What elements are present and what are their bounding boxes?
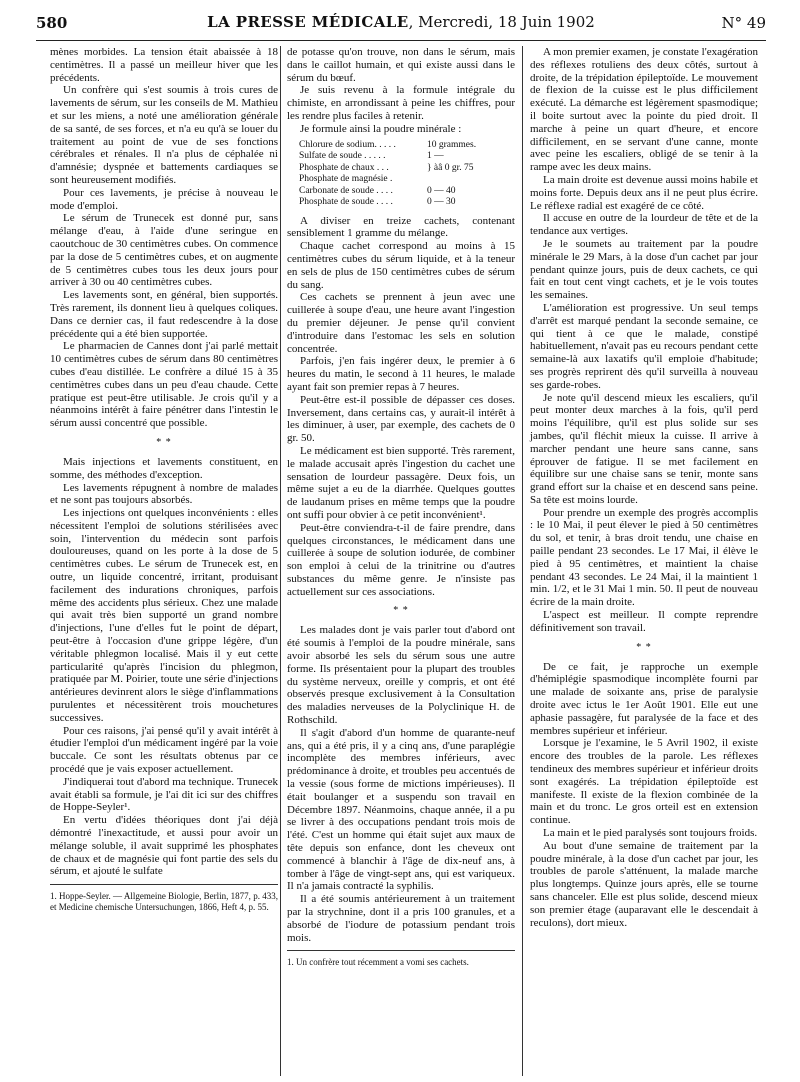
paragraph: Le pharmacien de Cannes dont j'ai parlé mettait 10 centimètres cubes de sérum dans 80 centimètres cubes d'eau distillée. Le confrère a dilué 15 à 35 centimètres cubes dans un peu d'eau chaude. Cette pratique est peut-être utilisable. Je crois qu'il y a néanmoins intérêt à faire pénétrer dans l'intestin le sérum aussi concentré que possible. (50, 340, 278, 430)
text-column-3 (530, 46, 758, 929)
paragraph: Les lavements répugnent à nombre de malades et ne sont pas toujours absorbés. (50, 481, 278, 507)
paragraph: Au bout d'une semaine de traitement par la poudre minérale, à la dose d'un cachet par jour, les troubles de parole s'atténuent, la malade marche plus longtemps. Quinze jours après, elle se tourne sans chanceler. Elle est plus solide, descend mieux son premier étage (auparavant elle le descendait à reculons), dort mieux. (530, 839, 758, 929)
paragraph: Le sérum de Trunecek est donné pur, sans mélange d'eau, à l'aide d'une seringue en caoutchouc de 30 centimètres cubes. On commence par la dose de 5 centimètres cubes, et on augmente de 5 centimètres cubes tous les deux jours pour arriver à 30 ou 40 centimètres cubes. (50, 212, 278, 289)
ingredient-name: Phosphate de magnésie . (299, 174, 393, 185)
paragraph: de potasse qu'on trouve, non dans le sérum, mais dans le caillot humain, et qui existe aussi dans le sérum du bœuf. (287, 46, 515, 84)
footnote-rule (50, 884, 278, 885)
footnote: 1. Un confrère tout récemment a vomi ses cachets. (287, 957, 469, 968)
paragraph: Le médicament est bien supporté. Très rarement, le malade accusait après l'ingestion du cachet une sensation de lourdeur passagère. Deux fois, un même sujet a eu de la diarrhée. Quelques gouttes de laudanum prises en même temps que la poudre ont suffi pour obvier à ce petit inconvénient¹. (287, 444, 515, 521)
paragraph: Un confrère qui s'est soumis à trois cures de lavements de sérum, sur les conseils de M. Mathieu et sur les miens, a noté une amélioration générale de sa santé, de ses forces, et n'a eu qu'à se louer du traitement au point de vue de ses fonctions cérébrales et rénales. Il n'a plus de céphalée ni d'amnésie; dyspnée et battements cardiaques se sont heureusement modifiés. (50, 84, 278, 186)
paragraph: Pour prendre un exemple des progrès accomplis : le 10 Mai, il peut élever le pied à 50 centimètres du sol, et tenir, à bras droit tendu, une chaise en paille pendant 23 secondes. Le 17 Mai, il élève le pied à 95 centimètres, et maintient la chaise pendant 43 secondes. Le 24 Mai, il la maintient 1 min. 1/2, et le 31 Mai 1 min. 50. Il peut de nouveau écrire de la main droite. (530, 506, 758, 609)
footnote-rule (287, 950, 515, 951)
paragraph: Parfois, j'en fais ingérer deux, le premier à 6 heures du matin, le second à 11 heures, le malade ayant fait son premier repas à 7 heures. (287, 355, 515, 393)
issue-number: N° 49 (721, 14, 766, 32)
paragraph: L'amélioration est progressive. Un seul temps d'arrêt est marqué pendant la seconde semaine, ce qui tient à ce que le malade, constipé habituellement, n'avait pas eu recours pendant cette semaine-là aux laxatifs qu'il emploie d'habitude; ses progrès reprirent dès qu'il surveilla à nouveau ses garde-robes. (530, 301, 758, 391)
ingredient-dose: 0 — 30 (427, 197, 456, 208)
paragraph: Chaque cachet correspond au moins à 15 centimètres cubes du sérum liquide, et à la teneur en sels de plus de 150 centimètres cubes de sérum du sang. (287, 240, 515, 291)
formula-row (299, 140, 515, 152)
paragraph: Pour ces raisons, j'ai pensé qu'il y avait intérêt à étudier l'emploi d'un médicament ingéré par la voie buccale. Ce sont les résultats obtenus par ce procédé que je vais exposer actuellement. (50, 724, 278, 776)
ingredient-name: Carbonate de soude . . . . (299, 185, 393, 196)
paragraph: Mais injections et lavements constituent, en somme, des méthodes d'exception. (50, 455, 278, 481)
paragraph: Lorsque je l'examine, le 5 Avril 1902, il existe encore des troubles de la parole. Les réflexes tendineux des membres supérieur et inférieur droits sont exagérés. La trépidation épileptoïde est manifeste. Il existe de la flexion combinée de la main et du tronc. Le gros orteil est en extension continue. (530, 737, 758, 827)
formula-row (299, 174, 515, 186)
ingredient-name: Phosphate de soude . . . . (299, 197, 393, 208)
paragraph: Il s'agit d'abord d'un homme de quarante-neuf ans, qui a été pris, il y a cinq ans, d'une paraplégie incomplète des membres inférieurs, avec prédominance à droite, et troubles peu accentués de la vessie (sous forme de mictions impérieuses). Il était boulanger et a suspendu son travail en Décembre 1897. Néanmoins, chaque année, il a pu se livrer à des occupations pendant trois mois de l'été. C'est un homme qui était sujet aux maux de tête depuis son enfance, dont les cheveux ont commencé à blanchir à l'âge de dix-neuf ans, à tomber à l'âge de vingt-sept ans, qui est variqueux. Il n'a jamais contracté la syphilis. (287, 726, 515, 893)
paragraph: Peut-être conviendra-t-il de faire prendre, dans quelques circonstances, le médicament dans une cuillerée à soupe de solution iodurée, de combiner son emploi à celui de la trinitrine ou d'autres substances du même genre. Je n'insiste pas actuellement sur ces associations. (287, 521, 515, 598)
paragraph: Il a été soumis antérieurement à un traitement par la strychnine, dont il a pris 100 granules, et a absorbé de l'iodure de potassium pendant trois mois. (287, 893, 515, 944)
paragraph: J'indiquerai tout d'abord ma technique. Trunecek avait établi sa formule, je l'ai dit ici sur des chiffres de Hoppe-Seyler¹. (50, 775, 278, 814)
paragraph: L'aspect est meilleur. Il compte reprendre définitivement son travail. (530, 609, 758, 634)
column-rule (522, 46, 523, 1076)
paragraph: La main et le pied paralysés sont toujours froids. (543, 827, 758, 840)
formula-row (299, 151, 515, 163)
page-header (36, 12, 766, 41)
column-rule (280, 46, 281, 1076)
ingredient-dose: 1 — (427, 151, 444, 162)
formula-row (299, 186, 515, 198)
masthead (36, 13, 766, 31)
paragraph: Les injections ont quelques inconvénients : elles nécessitent l'emploi de solutions stérilisées avec soin, l'intervention du médecin sont parfois douloureuses, quand on les porte à la dose de 5 centimètres cubes. Le sérum de Trunecek est, en outre, un liquide concentré, irritant, produisant facilement des indurations chroniques, parfois même des accidents plus sérieux. Chez une malade qui avait très bien supporté un grand nombre d'injections, l'une d'elles fut le point de départ, peut-être à l'occasion d'une grippe légère, d'un véritable phlegmon localisé. Mais il y eut cette particularité qu'après l'incision du phlegmon, pratiquée par M. Poirier, toute une série d'injections antérieures devinrent alors le siège d'inflammations purulentes et nécessitèrent trois mouchetures successives. (50, 507, 278, 724)
paragraph: Je note qu'il descend mieux les escaliers, qu'il peut monter deux marches à la fois, qu'il perd moins l'équilibre, qu'il est plus solide sur ses jambes, qu'il fléchit mieux la cuisse. Il arrive à marcher pendant une heure sans canne, sans éprouver de fatigue. Il se met facilement en équilibre sur une chaise sans se tenir, monte sans grand effort sur la chaise et en descend sans peine. Sa tête est moins lourde. (530, 391, 758, 506)
paragraph: En vertu d'idées théoriques dont j'ai déjà démontré l'inexactitude, et aussi pour avoir un mélange soluble, il avait supprimé les phosphates de chaux et de magnésie qui font partie des sels du sérum, et ajouté le sulfate (50, 814, 278, 878)
issue-date: , Mercredi, 18 Juin 1902 (408, 13, 595, 31)
paragraph: Les malades dont je vais parler tout d'abord ont été soumis à l'emploi de la poudre minérale, sans avoir absorbé les sels du sérum sous une autre forme. Ils présentaient pour la plupart des troubles du système nerveux, oreille y compris, et ont été observés presque exclusivement à la Consultation des maladies nerveuses de la Polyclinique H. de Rothschild. (287, 624, 515, 727)
paragraph: Je suis revenu à la formule intégrale du chimiste, en arrondissant à peine les chiffres, pour les rendre plus faciles à retenir. (287, 84, 515, 122)
text-column-1 (50, 46, 278, 1066)
paragraph: Il accuse en outre de la lourdeur de tête et de la tendance aux vertiges. (530, 212, 758, 238)
ingredient-dose (427, 174, 487, 186)
paragraph: mènes morbides. La tension était abaissée à 18 centimètres. Il a passé un meilleur hiver que les précédents. (50, 46, 278, 84)
paragraph: Pour ces lavements, je précise à nouveau le mode d'emploi. (50, 186, 278, 212)
ingredient-name: Sulfate de soude . . . . . (299, 151, 386, 162)
formula-row (299, 163, 515, 175)
section-separator: * * (393, 605, 409, 617)
paragraph: Je le soumets au traitement par la poudre minérale le 29 Mars, à la dose d'un cachet par jour pendant quinze jours, puis de deux cachets, ce qui fait en tout cent vingt cachets, et je le vois toutes les semaines. (530, 237, 758, 302)
formula-table (299, 140, 515, 209)
journal-title: LA PRESSE MÉDICALE (207, 13, 409, 31)
paragraph: Peut-être est-il possible de dépasser ces doses. Inversement, dans certains cas, y aurait-il intérêt à les diminuer, à user, par exemple, des cachets de 0 gr. 50. (287, 393, 515, 445)
paragraph: Ces cachets se prennent à jeun avec une cuillerée à soupe d'eau, une heure avant l'ingestion du premier déjeuner. Je pense qu'il convient d'introduire dans l'estomac les sels en solution concentrée. (287, 291, 515, 355)
paragraph: De ce fait, je rapproche un exemple d'hémiplégie spasmodique incomplète fourni par une malade de soixante ans, prise de paralysie droite avec ictus le 1er Août 1901. Elle eut une aphasie passagère, fut paralysée de la face et des membres supérieur et inférieur. (530, 660, 758, 737)
formula-row (299, 197, 515, 209)
ingredient-name: Chlorure de sodium. . . . . (299, 139, 396, 150)
paragraph: A mon premier examen, je constate l'exagération des réflexes rotuliens des deux côtés, surtout à droite, de la trépidation épileptoïde. Le mouvement de flexion de la cuisse est le plus difficilement exécuté. La démarche est légèrement spasmodique; il boite surtout avec la pointe du pied droit. Il marche à peine un quart d'heure, et encore difficilement, en se servant d'une canne, monte avec peine les escaliers, obligé de se tenir à la rampe avec les deux mains. (530, 46, 758, 174)
ingredient-dose: 10 grammes. (427, 139, 477, 150)
footnote: 1. Hoppe-Seyler. — Allgemeine Biologie, Berlin, 1877, p. 433, et Medicine chemische Untersuchungen, 1866, Heft 4, p. 55. (50, 891, 278, 913)
paragraph: La main droite est devenue aussi moins habile et moins forte. Depuis deux ans il ne peut plus écrire. Le réflexe radial est exagéré de ce côté. (530, 173, 758, 212)
paragraph: Les lavements sont, en général, bien supportés. Très rarement, ils donnent lieu à quelques coliques. Dans ce dernier cas, il faut redescendre à la dose précédente qui a été bien supportée. (50, 289, 278, 340)
page-number: 580 (36, 14, 68, 32)
ingredient-dose: 0 — 40 (427, 185, 456, 196)
section-separator: * * (156, 436, 172, 448)
ingredient-dose: } àâ 0 gr. 75 (427, 162, 474, 173)
paragraph: Je formule ainsi la poudre minérale : (300, 122, 462, 135)
text-column-2 (287, 46, 515, 968)
section-separator: * * (636, 641, 652, 653)
ingredient-name: Phosphate de chaux . . . (299, 162, 389, 173)
paragraph: A diviser en treize cachets, contenant sensiblement 1 gramme du mélange. (287, 214, 515, 240)
